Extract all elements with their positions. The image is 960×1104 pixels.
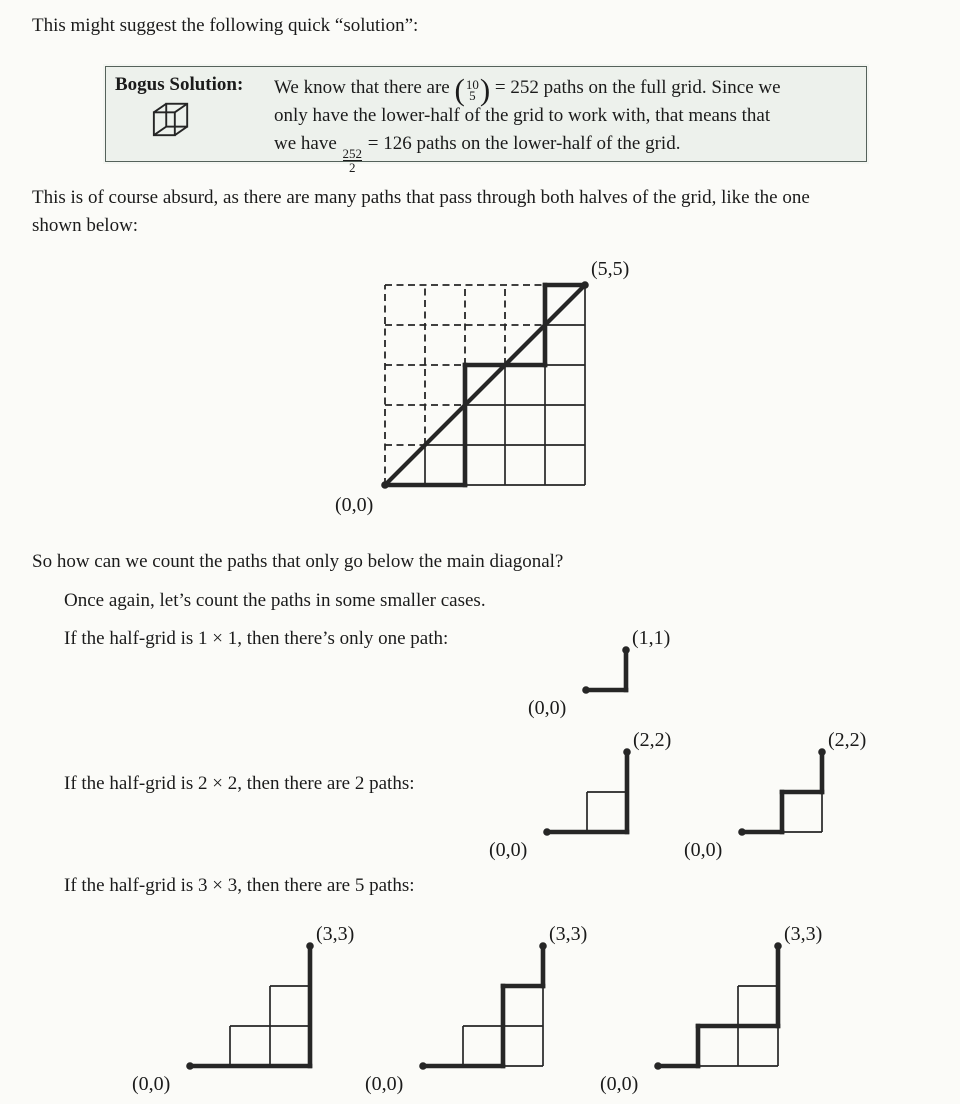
case-2x2-paragraph: If the half-grid is 2 × 2, then there are 2 paths: (64, 773, 415, 794)
endpoint-coordinate-label: (1,1) (632, 627, 671, 649)
main-grid-5x5-diagram (325, 245, 670, 531)
endpoint-coordinate-label: (3,3) (784, 923, 823, 945)
binomial-coefficient: ( 10 5 ) (454, 72, 491, 107)
half-grid-3x3-diagram-1 (120, 922, 365, 1104)
half-grid-2x2-diagram-1 (480, 722, 695, 872)
bogus-solution-label: Bogus Solution: (115, 74, 244, 95)
endpoint-coordinate-label: (3,3) (549, 923, 588, 945)
half-grid-3x3-diagram-3 (588, 922, 833, 1104)
question-paragraph: So how can we count the paths that only go below the main diagonal? (32, 551, 564, 572)
case-1x1-paragraph: If the half-grid is 1 × 1, then there’s only one path: (64, 628, 449, 649)
bogus-solution-line: we have $\frac{252}{2}$ = 126 paths on the lower-half of the grid. (274, 133, 681, 175)
endpoint-coordinate-label: (3,3) (316, 923, 355, 945)
endpoint-coordinate-label: (2,2) (828, 729, 867, 751)
origin-coordinate-label: (0,0) (684, 839, 723, 861)
bogus-solution-line: We know that there are ( 10 5 ) = 252 paths on the full grid. Since we (274, 72, 781, 107)
bogus-solution-line: only have the lower-half of the grid to work with, that means that (274, 105, 771, 126)
origin-coordinate-label: (0,0) (365, 1073, 404, 1095)
wireframe-box-icon (148, 99, 194, 139)
half-grid-2x2-diagram-2 (675, 722, 890, 872)
endpoint-coordinate-label: (5,5) (591, 258, 630, 280)
origin-coordinate-label: (0,0) (489, 839, 528, 861)
endpoint-coordinate-label: (2,2) (633, 729, 672, 751)
absurd-paragraph-line1: This is of course absurd, as there are many paths that pass through both halves of the grid, like the one (32, 187, 810, 208)
case-3x3-paragraph: If the half-grid is 3 × 3, then there are 5 paths: (64, 875, 415, 896)
origin-coordinate-label: (0,0) (132, 1073, 171, 1095)
origin-coordinate-label: (0,0) (528, 697, 567, 719)
fraction: $\frac{252}{2}$ (342, 146, 363, 175)
origin-coordinate-label: (0,0) (600, 1073, 639, 1095)
origin-coordinate-label: (0,0) (335, 494, 374, 516)
intro-paragraph: This might suggest the following quick “solution”: (32, 15, 419, 36)
half-grid-3x3-diagram-2 (353, 922, 598, 1104)
absurd-paragraph-line2: shown below: (32, 215, 139, 236)
half-grid-1x1-diagram (520, 612, 698, 724)
bogus-solution-box (105, 66, 867, 175)
once-again-paragraph: Once again, let’s count the paths in some smaller cases. (64, 590, 486, 611)
bogus-solution-text (274, 72, 781, 175)
